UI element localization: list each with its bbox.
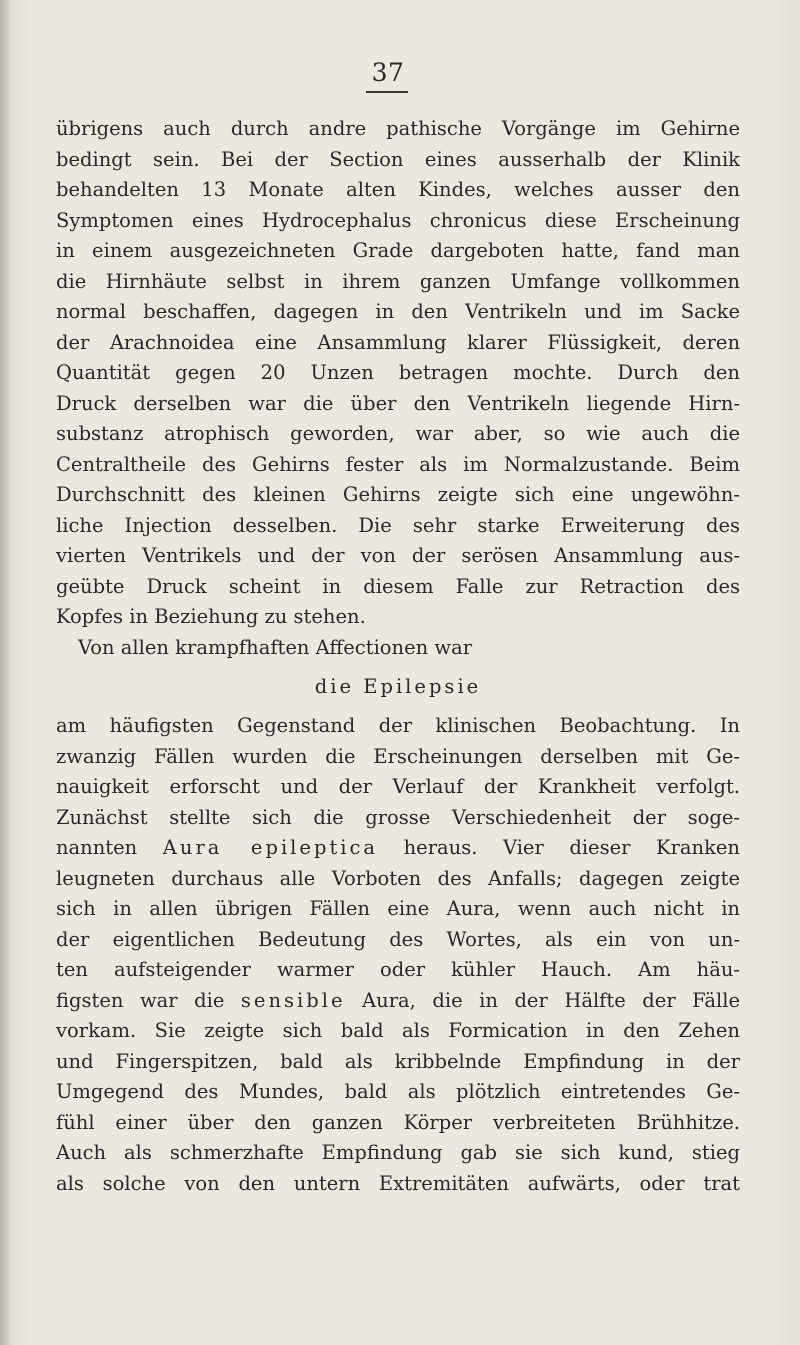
text-line: Zunächst stellte sich die grosse Verschiedenheit der soge- <box>56 805 740 829</box>
text-line: übrigens auch durch andre pathische Vorgänge im Gehirne <box>56 117 740 140</box>
text-line: leugneten durchaus alle Vorboten des Anfalls; dagegen zeigte <box>56 866 740 890</box>
text-line: Centraltheile des Gehirns fester als im Normalzustande. Beim <box>56 452 740 476</box>
text-line: in einem ausgezeichneten Grade dargeboten hatte, fand man <box>56 239 740 262</box>
text-line: bedingt sein. Bei der Section eines ausserhalb der Klinik <box>56 147 740 171</box>
page-number: 37 <box>371 58 405 87</box>
text-fragment: figsten war die <box>56 988 225 1012</box>
text-line: Symptomen eines Hydrocephalus chronicus diese Erscheinung <box>56 208 740 232</box>
text-line: und Fingerspitzen, bald als kribbelnde Empfindung in der <box>56 1049 740 1073</box>
paragraph-start: Von allen krampfhaften Affectionen war <box>78 635 473 659</box>
text-line: Druck derselben war die über den Ventrikeln liegende Hirn- <box>56 391 740 415</box>
text-line: fühl einer über den ganzen Körper verbreiteten Brühhitze. <box>56 1110 740 1134</box>
text-line: normal beschaffen, dagegen in den Ventrikeln und im Sacke <box>56 300 740 323</box>
text-line: Quantität gegen 20 Unzen betragen mochte. Durch den <box>56 361 740 384</box>
text-line: die Hirnhäute selbst in ihrem ganzen Umfange vollkommen <box>56 269 740 293</box>
text-line: Umgegend des Mundes, bald als plötzlich eintretendes Ge- <box>56 1080 740 1103</box>
text-line: Auch als schmerzhafte Empfindung gab sie sich kund, stieg <box>56 1141 740 1164</box>
page-spine-shadow <box>0 0 10 1345</box>
text-line: zwanzig Fällen wurden die Erscheinungen derselben mit Ge- <box>56 744 740 768</box>
text-fragment: heraus. Vier dieser Kranken <box>403 836 740 859</box>
text-line: liche Injection desselben. Die sehr starke Erweiterung des <box>56 513 740 537</box>
text-line: am häufigsten Gegenstand der klinischen Beobachtung. In <box>56 714 740 737</box>
text-fragment: Aura, die in der Hälfte der Fälle <box>362 988 740 1012</box>
section-heading: die Epilepsie <box>314 675 482 698</box>
body-text <box>56 114 740 1199</box>
page-number-underline <box>366 91 408 93</box>
text-line: Durchschnitt des kleinen Gehirns zeigte sich eine ungewöhn- <box>56 483 740 506</box>
text-fragment: nannten <box>56 836 138 859</box>
term-aura-epileptica: Aura epileptica <box>162 836 379 859</box>
text-line-sensible <box>56 986 740 1017</box>
text-line: der Arachnoidea eine Ansammlung klarer Flüssigkeit, deren <box>56 330 740 354</box>
text-line: vierten Ventrikels und der von der serösen Ansammlung aus- <box>56 544 740 567</box>
text-line: als solche von den untern Extremitäten aufwärts, oder trat <box>56 1171 740 1195</box>
text-line: substanz atrophisch geworden, war aber, so wie auch die <box>56 422 740 445</box>
text-line: ten aufsteigender warmer oder kühler Hauch. Am häu- <box>56 958 740 981</box>
text-line: vorkam. Sie zeigte sich bald als Formication in den Zehen <box>56 1019 740 1042</box>
term-sensible: sensible <box>240 988 346 1012</box>
text-line-aura <box>56 833 740 864</box>
text-line: behandelten 13 Monate alten Kindes, welches ausser den <box>56 178 740 201</box>
text-line: Kopfes in Beziehung zu stehen. <box>56 605 366 628</box>
text-line: nauigkeit erforscht und der Verlauf der Krankheit verfolgt. <box>56 775 740 798</box>
text-line: sich in allen übrigen Fällen eine Aura, wenn auch nicht in <box>56 897 740 920</box>
text-line: geübte Druck scheint in diesem Falle zur Retraction des <box>56 574 740 598</box>
text-line: der eigentlichen Bedeutung des Wortes, als ein von un- <box>56 927 740 951</box>
